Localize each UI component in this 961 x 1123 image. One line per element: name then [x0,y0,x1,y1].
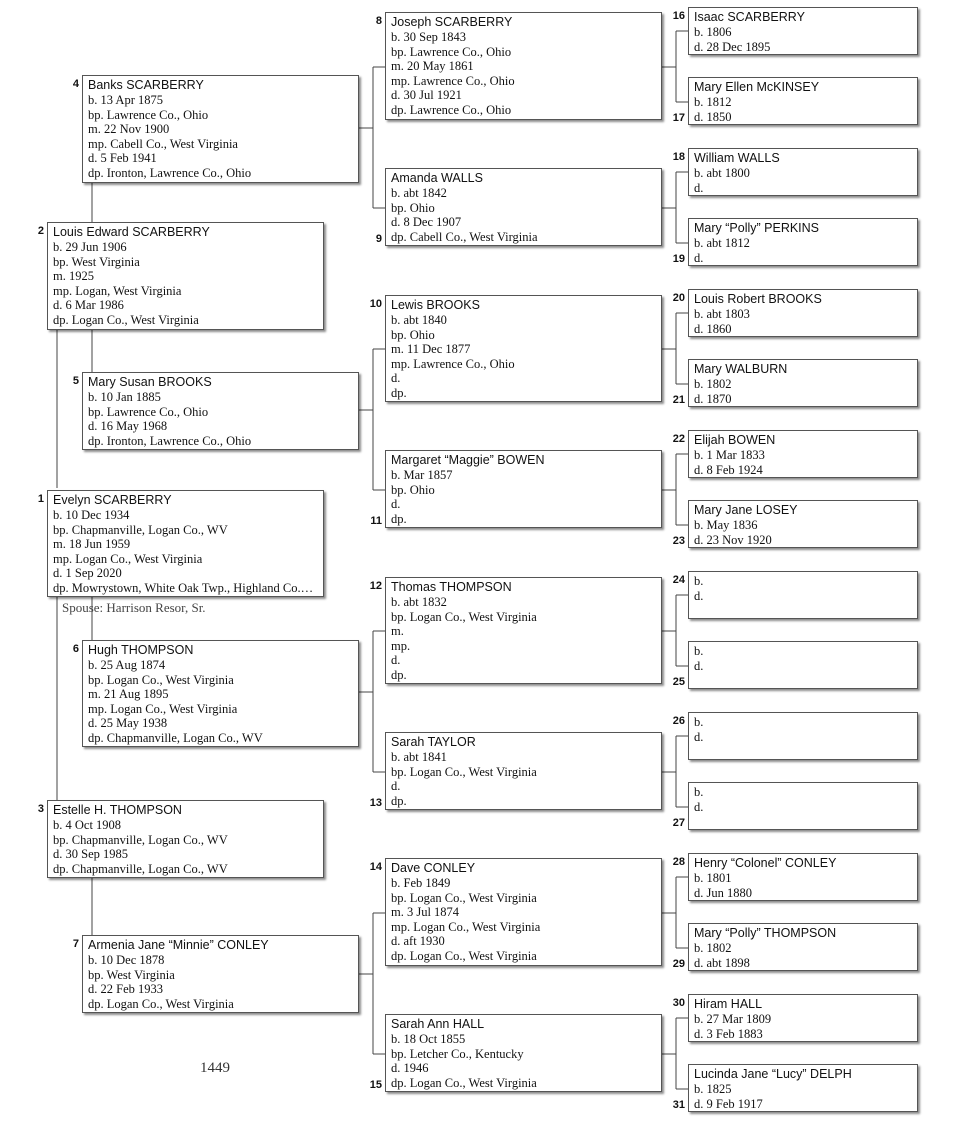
person-name: Mary Ellen McKINSEY [694,80,820,94]
person-box-3[interactable] [47,800,324,878]
person-number-22: 22 [672,433,685,445]
person-number-6: 6 [72,643,79,655]
person-name: Elijah BOWEN [694,433,776,447]
person-fact: d. 5 Feb 1941 [88,151,157,166]
page-number: 1449 [200,1060,230,1076]
person-fact: b. abt 1800 [694,166,750,180]
person-number-19: 19 [672,253,685,265]
person-box-28[interactable] [688,853,918,901]
person-name: Evelyn SCARBERRY [53,493,172,507]
person-fact: bp. Lawrence Co., Ohio [88,404,209,419]
person-fact: b. abt 1841 [391,750,447,764]
person-name: Hiram HALL [694,997,763,1011]
person-name: Louis Edward SCARBERRY [53,225,210,239]
person-name: Margaret “Maggie” BOWEN [391,453,545,467]
person-name: Sarah Ann HALL [391,1017,485,1031]
person-fact: d. [391,653,401,668]
person-fact: b. [694,715,704,729]
person-fact: dp. Mowrystown, White Oak Twp., Highland Co.… [53,580,314,595]
person-fact: d. 1850 [694,109,732,124]
person-fact: b. 1802 [694,377,732,391]
person-box-1[interactable] [47,490,324,597]
person-fact: dp. [391,385,407,400]
person-fact: b. 4 Oct 1908 [53,818,122,832]
person-fact: mp. Lawrence Co., Ohio [391,73,515,88]
person-fact: b. 1 Mar 1833 [694,448,765,462]
person-box-4[interactable] [82,75,359,183]
person-fact: dp. Cabell Co., West Virginia [391,229,538,244]
person-fact: m. [391,624,404,639]
person-box-27[interactable] [688,782,918,830]
person-fact: dp. [391,793,407,808]
person-box-15[interactable] [385,1014,662,1092]
person-number-27: 27 [672,817,685,829]
person-fact: d. 8 Feb 1924 [694,462,763,477]
person-box-13[interactable] [385,732,662,810]
person-box-14[interactable] [385,858,662,966]
person-name: Hugh THOMPSON [88,643,194,657]
person-number-26: 26 [672,715,685,727]
person-fact: dp. Logan Co., West Virginia [88,996,234,1011]
person-box-10[interactable] [385,295,662,402]
person-fact: d. 30 Jul 1921 [391,88,462,103]
person-name: Estelle H. THOMPSON [53,803,182,817]
person-name: William WALLS [694,151,780,165]
person-fact: b. [694,785,704,799]
person-fact: d. 16 May 1968 [88,419,168,434]
person-fact: d. 3 Feb 1883 [694,1026,763,1041]
person-fact: dp. [391,667,407,682]
person-number-31: 31 [672,1099,685,1111]
person-box-19[interactable] [688,218,918,266]
person-fact: b. 1802 [694,941,732,955]
person-fact: dp. Lawrence Co., Ohio [391,102,512,117]
person-box-24[interactable] [688,571,918,619]
person-fact: b. 10 Dec 1878 [88,953,165,967]
person-box-7[interactable] [82,935,359,1013]
person-box-26[interactable] [688,712,918,760]
person-fact: mp. Logan Co., West Virginia [88,701,238,716]
person-name: Dave CONLEY [391,861,476,875]
person-fact: bp. Logan Co., West Virginia [391,609,537,624]
person-fact: d. 1860 [694,321,732,336]
person-fact: d. [694,250,704,265]
person-fact: m. 1925 [53,269,94,284]
person-number-5: 5 [72,375,79,387]
person-fact: b. 1825 [694,1082,732,1096]
person-name: Sarah TAYLOR [391,735,476,749]
person-fact: b. 13 Apr 1875 [88,93,163,107]
person-box-23[interactable] [688,500,918,548]
person-fact: d. [694,180,704,195]
person-box-17[interactable] [688,77,918,125]
person-fact: bp. West Virginia [88,967,175,982]
person-fact: bp. Chapmanville, Logan Co., WV [53,522,228,537]
person-fact: b. 1812 [694,95,732,109]
person-name: Isaac SCARBERRY [694,10,805,24]
spouse-note: Spouse: Harrison Resor, Sr. [62,600,206,615]
person-number-11: 11 [370,515,382,527]
person-box-16[interactable] [688,7,918,55]
person-fact: d. 25 May 1938 [88,716,168,731]
person-fact: bp. Ohio [391,200,435,215]
person-box-6[interactable] [82,640,359,747]
person-box-2[interactable] [47,222,324,330]
person-box-20[interactable] [688,289,918,337]
person-box-5[interactable] [82,372,359,450]
person-fact: b. May 1836 [694,518,758,532]
person-number-7: 7 [72,938,79,950]
person-fact: b. [694,644,704,658]
person-fact: bp. Logan Co., West Virginia [391,890,537,905]
person-fact: d. aft 1930 [391,934,445,949]
person-number-2: 2 [37,225,44,237]
person-name: Lewis BROOKS [391,298,480,312]
person-name: Mary Susan BROOKS [88,375,212,389]
person-fact: mp. Logan Co., West Virginia [53,551,203,566]
person-fact: d. 6 Mar 1986 [53,298,124,313]
person-number-28: 28 [672,856,685,868]
person-fact: d. 28 Dec 1895 [694,39,771,54]
person-fact: b. abt 1842 [391,186,447,200]
person-fact: mp. Logan, West Virginia [53,283,182,298]
person-fact: d. [391,497,401,512]
person-fact: b. abt 1803 [694,307,750,321]
person-name: Thomas THOMPSON [391,580,512,594]
person-fact: dp. Ironton, Lawrence Co., Ohio [88,433,252,448]
person-fact: bp. Ohio [391,482,435,497]
person-name: Mary Jane LOSEY [694,503,798,517]
person-fact: dp. Logan Co., West Virginia [53,312,199,327]
person-fact: m. 18 Jun 1959 [53,537,131,552]
person-fact: dp. Logan Co., West Virginia [391,948,537,963]
person-fact: b. Feb 1849 [391,876,451,890]
person-name: Mary “Polly” THOMPSON [694,926,837,940]
person-name: Henry “Colonel” CONLEY [694,856,837,870]
person-fact: d. 9 Feb 1917 [694,1096,763,1111]
person-number-21: 21 [672,394,685,406]
person-box-29[interactable] [688,923,918,971]
person-fact: b. 30 Sep 1843 [391,30,466,44]
person-number-23: 23 [672,535,685,547]
person-fact: bp. Logan Co., West Virginia [88,672,234,687]
person-name: Mary “Polly” PERKINS [694,221,820,235]
person-fact: dp. Ironton, Lawrence Co., Ohio [88,165,252,180]
person-name: Amanda WALLS [391,171,483,185]
person-fact: d. 1870 [694,391,732,406]
person-fact: b. 18 Oct 1855 [391,1032,466,1046]
person-name: Armenia Jane “Minnie” CONLEY [88,938,269,952]
person-fact: d. 1 Sep 2020 [53,566,122,581]
person-box-21[interactable] [688,359,918,407]
person-box-22[interactable] [688,430,918,478]
person-fact: bp. Chapmanville, Logan Co., WV [53,832,228,847]
person-fact: mp. Cabell Co., West Virginia [88,136,238,151]
person-fact: mp. [391,638,411,653]
person-fact: b. [694,574,704,588]
person-number-18: 18 [672,151,685,163]
person-box-25[interactable] [688,641,918,689]
person-fact: d. [694,729,704,744]
person-number-17: 17 [672,112,685,124]
person-fact: m. 3 Jul 1874 [391,905,460,920]
person-fact: m. 11 Dec 1877 [391,342,471,357]
person-number-3: 3 [37,803,44,815]
person-name: Banks SCARBERRY [88,78,204,92]
person-number-16: 16 [672,10,685,22]
person-number-12: 12 [369,580,382,592]
person-box-8[interactable] [385,12,662,120]
person-number-4: 4 [72,78,79,90]
person-box-9[interactable] [385,168,662,246]
person-number-20: 20 [672,292,685,304]
person-fact: d. [694,658,704,673]
person-fact: mp. Lawrence Co., Ohio [391,356,515,371]
person-fact: d. [391,779,401,794]
person-number-24: 24 [672,574,685,586]
person-fact: b. 1801 [694,871,732,885]
person-fact: b. 1806 [694,25,732,39]
person-fact: m. 22 Nov 1900 [88,122,170,137]
person-fact: b. abt 1840 [391,313,447,327]
person-name: Joseph SCARBERRY [391,15,513,29]
person-number-10: 10 [369,298,382,310]
person-fact: dp. Chapmanville, Logan Co., WV [88,730,263,745]
person-fact: d. abt 1898 [694,955,750,970]
person-fact: d. 23 Nov 1920 [694,532,772,547]
person-fact: d. 1946 [391,1061,429,1076]
person-name: Louis Robert BROOKS [694,292,822,306]
person-fact: m. 21 Aug 1895 [88,687,169,702]
person-number-30: 30 [672,997,685,1009]
person-fact: b. 10 Jan 1885 [88,390,161,404]
person-fact: d. [694,588,704,603]
person-name: Mary WALBURN [694,362,788,376]
person-fact: d. 30 Sep 1985 [53,847,128,862]
person-fact: bp. Letcher Co., Kentucky [391,1046,524,1061]
person-fact: dp. Chapmanville, Logan Co., WV [53,861,228,876]
person-fact: d. 8 Dec 1907 [391,215,462,230]
person-fact: b. 25 Aug 1874 [88,658,166,672]
person-fact: bp. Ohio [391,327,435,342]
person-number-25: 25 [672,676,685,688]
person-fact: b. 27 Mar 1809 [694,1012,772,1026]
person-fact: bp. Logan Co., West Virginia [391,764,537,779]
person-box-30[interactable] [688,994,918,1042]
person-fact: mp. Logan Co., West Virginia [391,919,541,934]
person-fact: d. Jun 1880 [694,885,752,900]
person-number-13: 13 [369,797,382,809]
person-box-18[interactable] [688,148,918,196]
person-fact: d. 22 Feb 1933 [88,982,163,997]
person-fact: b. 10 Dec 1934 [53,508,130,522]
person-fact: m. 20 May 1861 [391,59,474,74]
person-name: Lucinda Jane “Lucy” DELPH [694,1067,852,1081]
person-fact: bp. Lawrence Co., Ohio [88,107,209,122]
person-fact: b. abt 1832 [391,595,447,609]
person-fact: d. [391,371,401,386]
person-fact: bp. West Virginia [53,254,140,269]
person-number-29: 29 [672,958,685,970]
person-number-8: 8 [375,15,382,27]
person-number-1: 1 [37,493,44,505]
person-number-14: 14 [369,861,382,873]
person-fact: b. abt 1812 [694,236,750,250]
person-box-31[interactable] [688,1064,918,1112]
person-fact: b. 29 Jun 1906 [53,240,127,254]
person-fact: dp. [391,511,407,526]
person-box-12[interactable] [385,577,662,684]
person-number-9: 9 [375,233,382,245]
person-fact: dp. Logan Co., West Virginia [391,1075,537,1090]
person-box-11[interactable] [385,450,662,528]
person-fact: d. [694,799,704,814]
person-fact: bp. Lawrence Co., Ohio [391,44,512,59]
person-number-15: 15 [369,1079,382,1091]
person-fact: b. Mar 1857 [391,468,453,482]
